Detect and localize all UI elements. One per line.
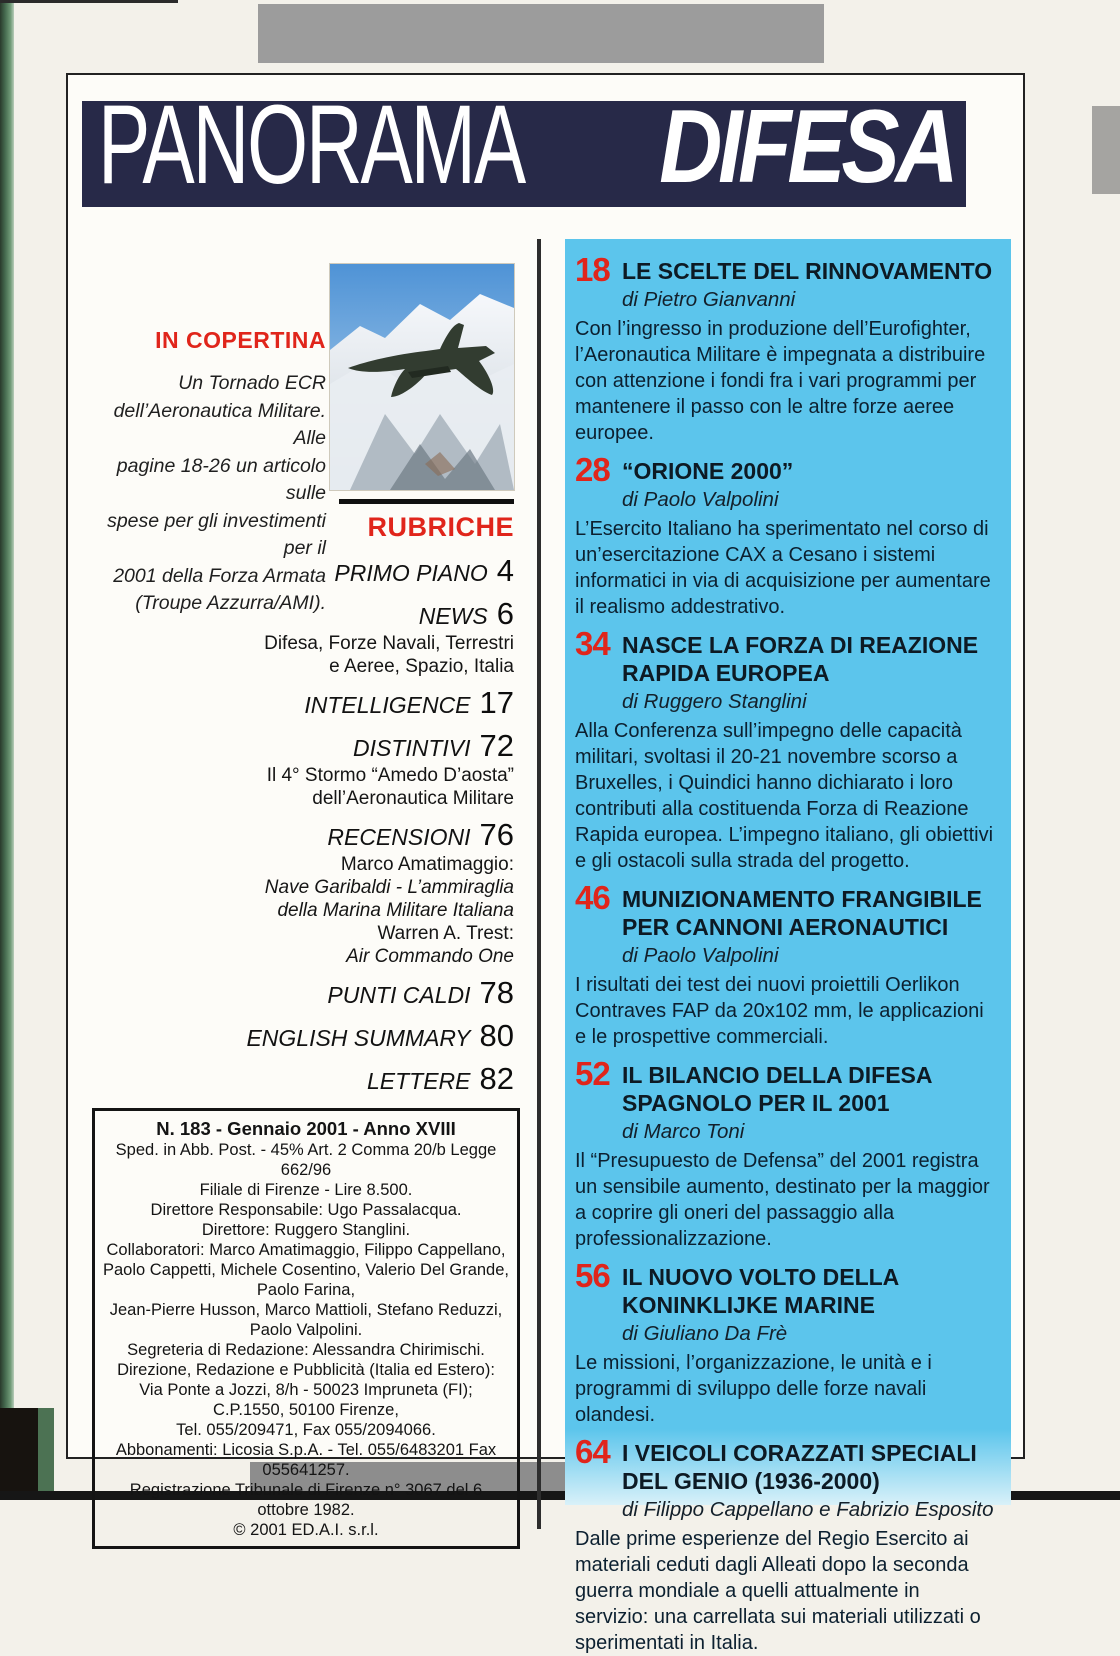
- rubric-page-number: 4: [496, 553, 514, 588]
- imprint-line: Abbonamenti: Licosia S.p.A. - Tel. 055/6483201 Fax 055641257.: [115, 1441, 497, 1479]
- feature-head: [575, 879, 997, 941]
- feature-title: [622, 1437, 977, 1495]
- feature-head: [575, 1055, 997, 1117]
- cover-caption-line: pagine 18-26 un articolo sulle: [116, 454, 326, 504]
- feature-title: [622, 455, 793, 485]
- feature-head: [575, 451, 997, 488]
- feature-page-number: 56: [575, 1257, 610, 1294]
- rubric-entry: [88, 685, 514, 721]
- scan-gray-patch-right: [1092, 106, 1120, 194]
- spine-shadow-green: [38, 1408, 54, 1500]
- tornado-over-alps-illustration: [330, 264, 514, 490]
- rubric-name: NEWS: [418, 603, 488, 629]
- rubric-name: ENGLISH SUMMARY: [246, 1025, 471, 1051]
- feature-head: [575, 625, 997, 687]
- feature-page-number: 52: [575, 1055, 610, 1092]
- feature-entry: [575, 1257, 997, 1428]
- feature-title-line: MUNIZIONAMENTO FRANGIBILE: [622, 886, 982, 912]
- rubric-page-number: 76: [479, 817, 514, 852]
- feature-entry: [575, 1055, 997, 1252]
- cover-photo: [330, 264, 514, 490]
- rubric-page-number: 80: [479, 1018, 514, 1053]
- features-panel: [565, 239, 1011, 1654]
- rubric-name: INTELLIGENCE: [304, 692, 471, 718]
- feature-author: di Paolo Valpolini: [622, 944, 779, 967]
- feature-title-line: DEL GENIO (1936-2000): [622, 1468, 880, 1494]
- scan-edge: [0, 0, 178, 3]
- rubric-subline: Il 4° Stormo “Amedo D’aosta”: [266, 765, 514, 786]
- rubric-name: LETTERE: [366, 1068, 471, 1094]
- imprint-line: Tel. 055/209471, Fax 055/2094066.: [176, 1421, 436, 1439]
- feature-page-number: 46: [575, 879, 610, 916]
- cover-caption-line: Un Tornado ECR: [178, 372, 326, 394]
- imprint-line: Direttore: Ruggero Stanglini.: [201, 1221, 411, 1239]
- feature-title: [622, 255, 992, 285]
- masthead-logo: [82, 101, 966, 207]
- section-divider-rule: [339, 499, 514, 504]
- book-spine: [0, 0, 14, 1500]
- cover-caption-line: spese per gli investimenti per il: [107, 509, 326, 559]
- feature-entry: [575, 625, 997, 874]
- rubric-name: RECENSIONI: [327, 824, 471, 850]
- column-divider-rule: [537, 239, 541, 1529]
- feature-summary: Le missioni, l’organizzazione, le unità e i programmi di sviluppo delle forze navali olandesi.: [575, 1352, 932, 1426]
- rubric-subline: Nave Garibaldi - L’ammiraglia: [264, 877, 514, 898]
- feature-author: di Filippo Cappellano e Fabrizio Esposito: [622, 1498, 994, 1521]
- imprint-line: Segreteria di Redazione: Alessandra Chirimischi.: [127, 1341, 485, 1359]
- feature-page-number: 64: [575, 1433, 610, 1470]
- rubric-entry: [88, 817, 514, 968]
- feature-title-line: NASCE LA FORZA DI REAZIONE: [622, 632, 979, 658]
- cover-caption-line: (Troupe Azzurra/AMI).: [135, 592, 326, 614]
- feature-title-line: LE SCELTE DEL RINNOVAMENTO: [622, 258, 993, 284]
- feature-author: di Ruggero Stanglini: [622, 690, 807, 713]
- masthead-panorama-text: PANORAMA: [98, 101, 525, 207]
- imprint-line: Jean-Pierre Husson, Marco Mattioli, Stefano Reduzzi, Paolo Valpolini.: [109, 1301, 503, 1339]
- imprint-line: Direzione, Redazione e Pubblicità (Italia ed Estero):: [117, 1361, 495, 1379]
- feature-summary: Con l’ingresso in produzione dell’Eurofighter, l’Aeronautica Militare è impegnata a distribuire con attenzione i fondi fra i vari programmi per mantenere il passo con le altre forze aeree europee.: [575, 318, 986, 444]
- feature-title-line: IL BILANCIO DELLA DIFESA: [622, 1062, 933, 1088]
- rubriche-list: [88, 553, 514, 1097]
- rubric-page-number: 72: [479, 728, 514, 763]
- rubric-page-number: 78: [479, 975, 514, 1010]
- rubric-entry: [88, 728, 514, 810]
- rubric-page-number: 17: [479, 685, 514, 720]
- feature-summary: Dalle prime esperienze del Regio Esercito ai materiali ceduti dagli Alleati dopo la seconda guerra mondiale a quelli attualmente in servizio: una carrellata sui materiali utilizzati o sperimentati in Italia.: [575, 1528, 981, 1654]
- imprint-box: [92, 1108, 520, 1549]
- rubric-entry: [88, 1061, 514, 1097]
- feature-head: [575, 1257, 997, 1319]
- rubriche-heading: RUBRICHE: [367, 512, 514, 542]
- rubric-subline: Marco Amatimaggio:: [340, 854, 514, 875]
- imprint-line: N. 183 - Gennaio 2001 - Anno XVIII: [156, 1118, 456, 1139]
- cover-heading: IN COPERTINA: [155, 327, 326, 353]
- rubric-page-number: 6: [496, 596, 514, 631]
- imprint-line: © 2001 ED.A.I. s.r.l.: [233, 1521, 379, 1539]
- feature-author: di Pietro Gianvanni: [622, 288, 796, 311]
- feature-entry: [575, 1433, 997, 1656]
- feature-head: [575, 1433, 997, 1495]
- feature-summary: Il “Presupuesto de Defensa” del 2001 registra un sensibile aumento, destinato per la maggior a coprire gli oneri del passaggio alla professionalizzazione.: [575, 1150, 990, 1250]
- imprint-line: Filiale di Firenze - Lire 8.500.: [199, 1181, 413, 1199]
- imprint-line: Via Ponte a Jozzi, 8/h - 50023 Impruneta (FI); C.P.1550, 50100 Firenze,: [139, 1381, 473, 1419]
- rubric-subline: Warren A. Trest:: [377, 923, 514, 944]
- cover-caption-line: dell’Aeronautica Militare. Alle: [113, 399, 326, 449]
- feature-summary: I risultati dei test dei nuovi proiettili Oerlikon Contraves FAP da 20x102 mm, le applicazioni e le prospettive commerciali.: [575, 974, 984, 1048]
- rubric-entry: [88, 1018, 514, 1054]
- rubric-name: PUNTI CALDI: [327, 982, 471, 1008]
- rubric-subline: dell’Aeronautica Militare: [312, 788, 514, 809]
- feature-author: di Giuliano Da Frè: [622, 1322, 788, 1345]
- rubric-subline: e Aeree, Spazio, Italia: [329, 656, 514, 677]
- rubric-page-number: 82: [479, 1061, 514, 1096]
- feature-title-line: PER CANNONI AERONAUTICI: [622, 914, 949, 940]
- feature-title-line: “ORIONE 2000”: [622, 458, 794, 484]
- rubric-name: DISTINTIVI: [352, 735, 471, 761]
- feature-summary: L’Esercito Italiano ha sperimentato nel corso di un’esercitazione CAX a Cesano i sistemi informatici in via di acquisizione per aumentare il realismo addestrativo.: [575, 518, 991, 618]
- feature-entry: [575, 879, 997, 1050]
- feature-author: di Paolo Valpolini: [622, 488, 779, 511]
- feature-author: di Marco Toni: [622, 1120, 745, 1143]
- feature-title-line: KONINKLIJKE MARINE: [622, 1292, 876, 1318]
- rubric-name: PRIMO PIANO: [334, 560, 488, 586]
- feature-title-line: SPAGNOLO PER IL 2001: [622, 1090, 890, 1116]
- feature-page-number: 28: [575, 451, 610, 488]
- feature-page-number: 34: [575, 625, 610, 662]
- rubric-entry: [88, 553, 514, 589]
- rubric-entry: [88, 596, 514, 678]
- imprint-line: Paolo Cappetti, Michele Cosentino, Valerio Del Grande, Paolo Farina,: [103, 1261, 509, 1299]
- feature-title: [622, 629, 978, 687]
- feature-title: [622, 1059, 933, 1117]
- rubriche-section: [88, 512, 514, 1097]
- imprint-line: Sped. in Abb. Post. - 45% Art. 2 Comma 20/b Legge 662/96: [115, 1141, 497, 1179]
- rubric-subline: Air Commando One: [346, 946, 514, 967]
- feature-entry: [575, 251, 997, 446]
- magazine-page: [66, 73, 1025, 1654]
- feature-title: [622, 883, 982, 941]
- feature-title-line: RAPIDA EUROPEA: [622, 660, 830, 686]
- feature-head: [575, 251, 997, 288]
- rubric-entry: [88, 975, 514, 1011]
- scan-gray-bar-top: [258, 4, 824, 63]
- rubric-subline: Difesa, Forze Navali, Terrestri: [264, 633, 514, 654]
- masthead-difesa-text: DIFESA: [658, 101, 954, 205]
- cover-caption-line: 2001 della Forza Armata: [113, 564, 326, 587]
- imprint-line: Direttore Responsabile: Ugo Passalacqua.: [150, 1201, 462, 1219]
- feature-title: [622, 1261, 899, 1319]
- feature-page-number: 18: [575, 251, 610, 288]
- imprint-line: Registrazione Tribunale di Firenze n° 3067 del 6 ottobre 1982.: [129, 1481, 483, 1519]
- spine-shadow: [0, 1408, 38, 1500]
- rubric-subline: della Marina Militare Italiana: [277, 900, 514, 921]
- feature-title-line: I VEICOLI CORAZZATI SPECIALI: [622, 1440, 977, 1466]
- feature-entry: [575, 451, 997, 620]
- feature-title-line: IL NUOVO VOLTO DELLA: [622, 1264, 900, 1290]
- imprint-line: Collaboratori: Marco Amatimaggio, Filippo Cappellano,: [106, 1241, 506, 1259]
- feature-summary: Alla Conferenza sull’impegno delle capacità militari, svoltasi il 20-21 novembre scorso a Bruxelles, i Quindici hanno dichiarato i loro contributi alla costituenda Forza di Reazione Rapida europea. L’impegno italiano, gli obiettivi e gli ostacoli sulla strada del progetto.: [575, 720, 994, 872]
